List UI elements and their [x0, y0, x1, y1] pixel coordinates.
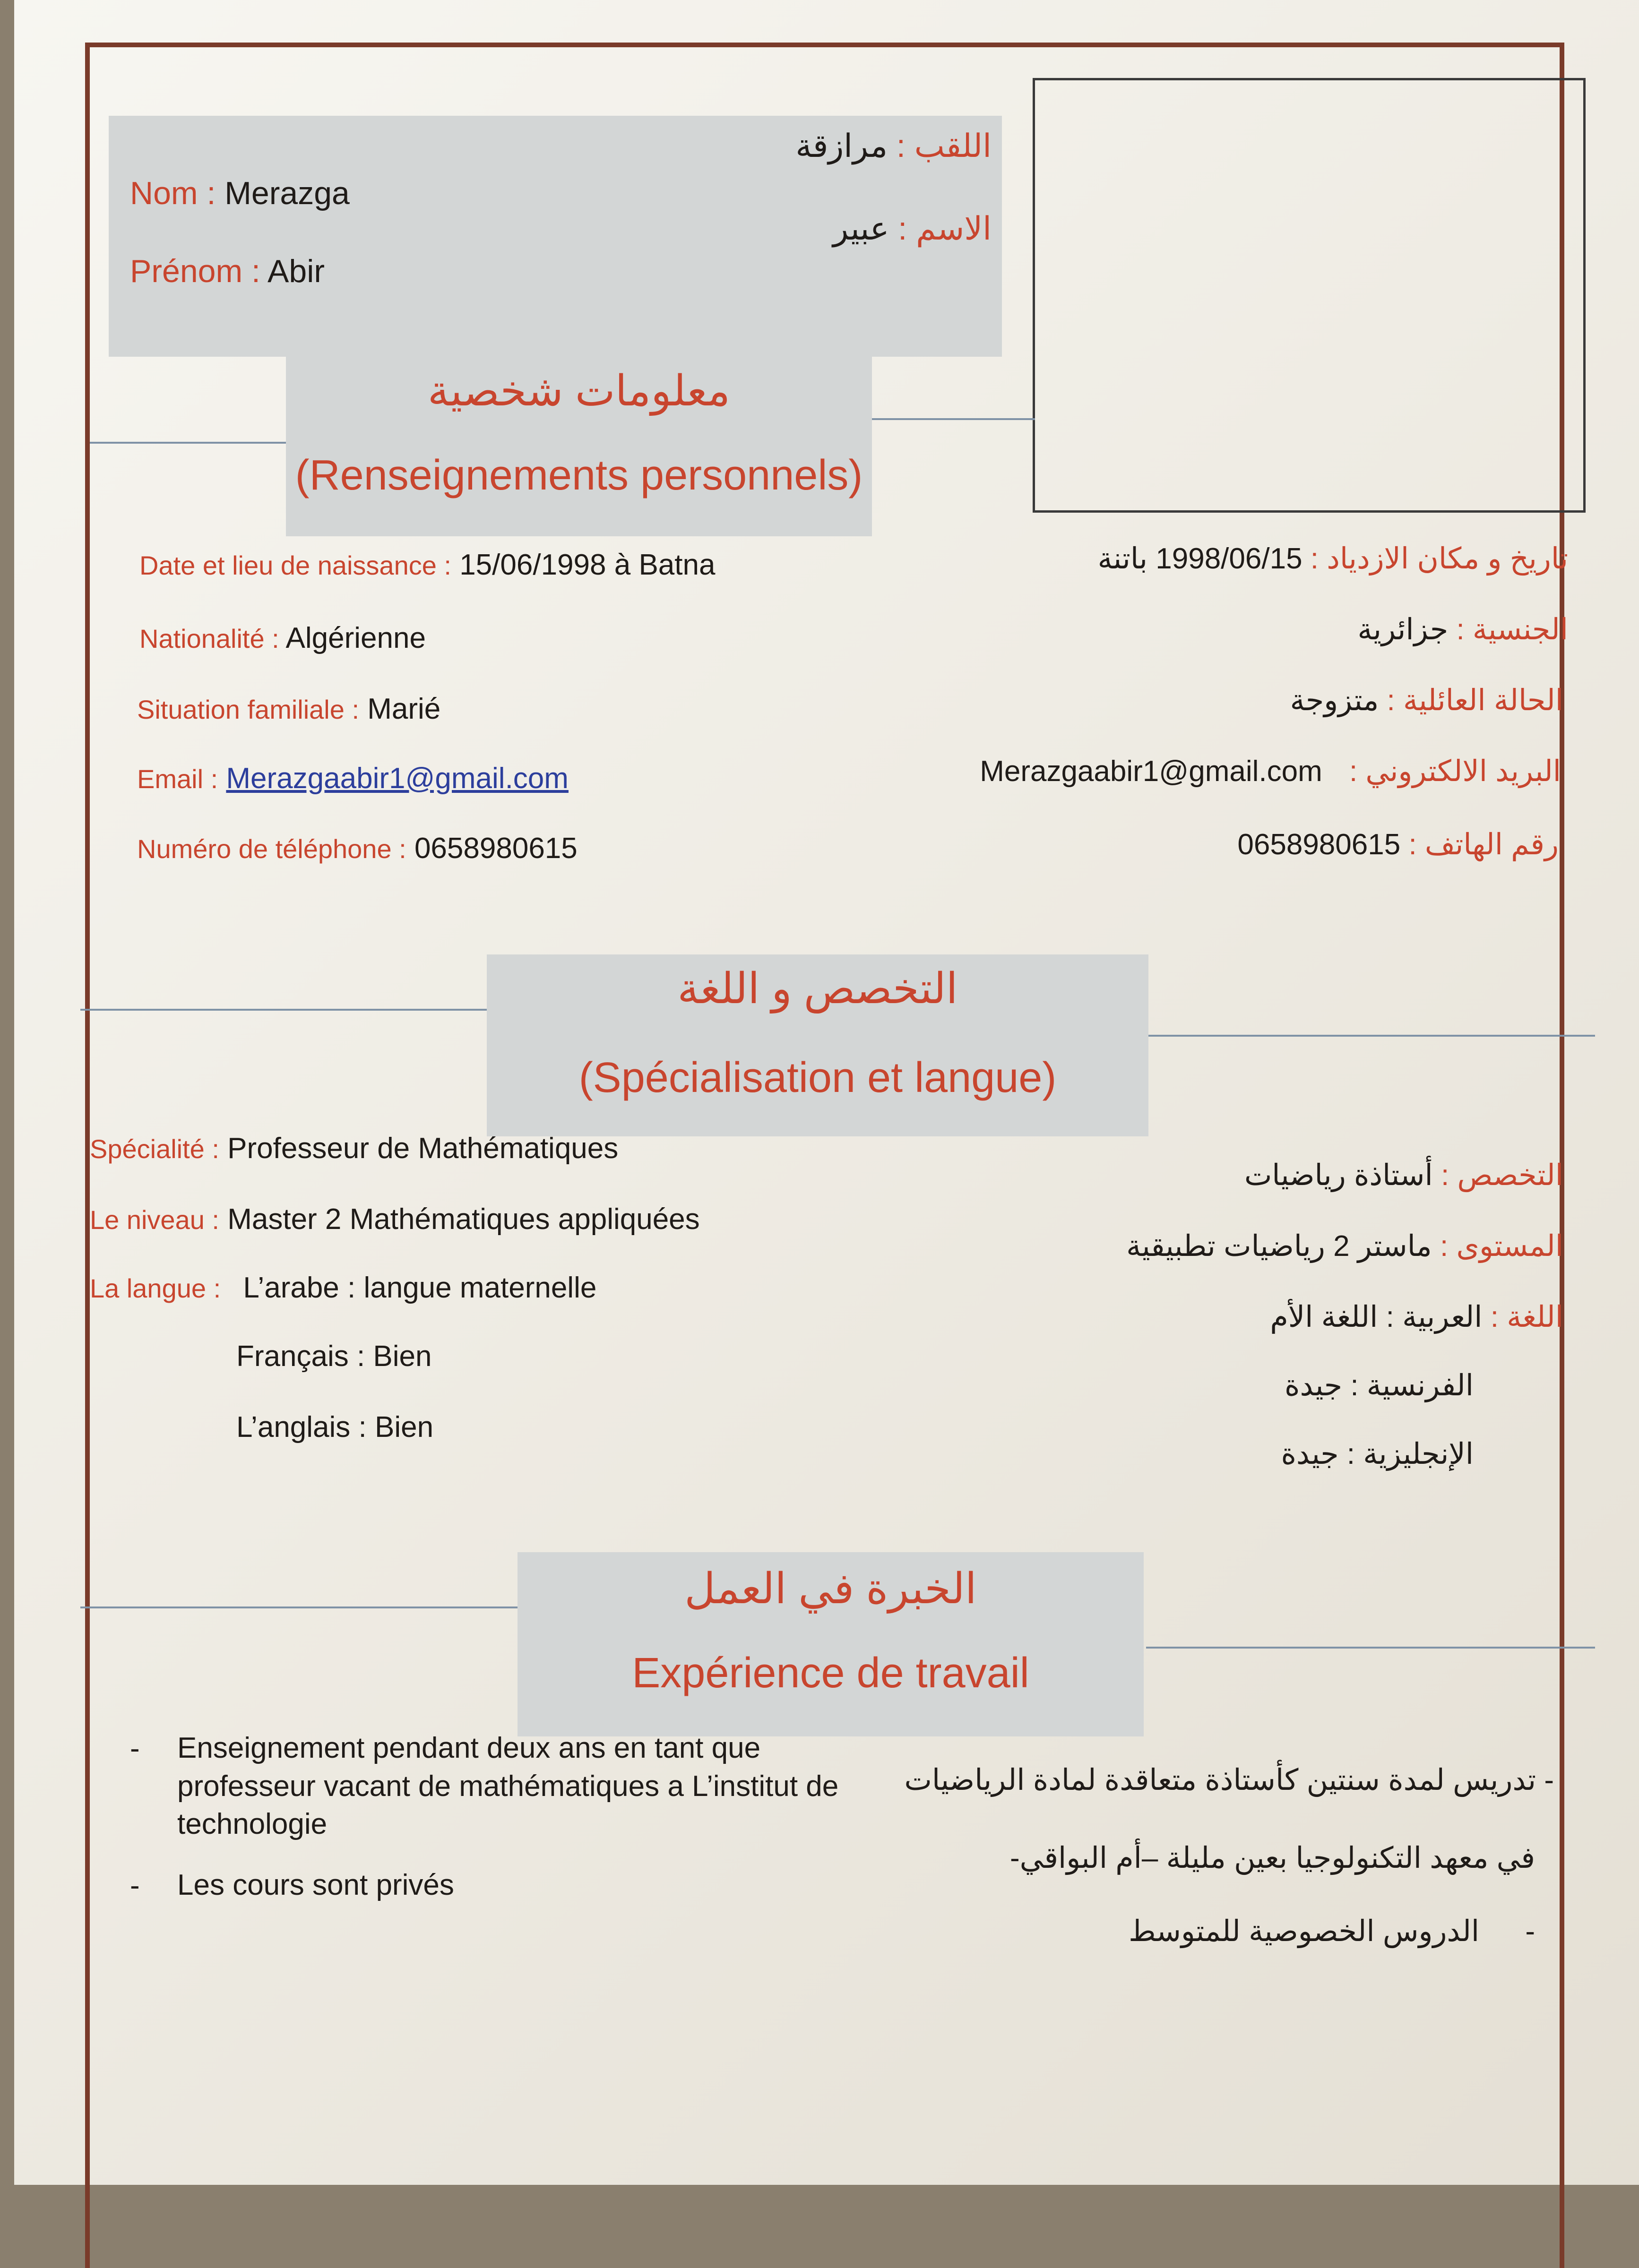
ar-birth-row — [1098, 541, 1568, 576]
fr-phone-value: 0658980615 — [414, 832, 578, 865]
personal-title-fr: (Renseignements personnels) — [295, 452, 863, 499]
ar-speciality-value: أستاذة رياضيات — [1244, 1159, 1433, 1192]
ar-phone-value: 0658980615 — [1237, 828, 1401, 861]
spec-rule-right — [1146, 1035, 1595, 1037]
cv-sheet — [14, 0, 1639, 2185]
ar-speciality-label: التخصص : — [1441, 1159, 1563, 1192]
ar-lang-french: الفرنسية : جيدة — [1285, 1369, 1474, 1402]
prenom-value: Abir — [267, 253, 325, 289]
spec-rule-left — [80, 1009, 506, 1011]
ar-nom-label: اللقب : — [896, 128, 992, 164]
ar-birth-label: تاريخ و مكان الازدياد : — [1310, 542, 1568, 575]
ar-nationality-row — [1357, 612, 1568, 646]
ar-speciality-row — [1244, 1158, 1563, 1192]
fr-birth-row — [139, 548, 715, 582]
ar-nationality-label: الجنسية : — [1456, 613, 1568, 646]
nom-label: Nom : — [130, 175, 216, 211]
ar-level-label: المستوى : — [1440, 1230, 1563, 1263]
fr-speciality-value: Professeur de Mathématiques — [227, 1132, 619, 1165]
fr-family-value: Marié — [367, 693, 441, 725]
fr-birth-label: Date et lieu de naissance : — [139, 550, 451, 580]
ar-exp-line-1: - تدريس لمدة سنتين كأستاذة متعاقدة لمادة الرياضيات — [904, 1764, 1554, 1796]
fr-phone-label: Numéro de téléphone : — [137, 834, 406, 864]
fr-family-label: Situation familiale : — [137, 695, 360, 724]
spec-title-fr: (Spécialisation et langue) — [578, 1054, 1057, 1101]
ar-phone-label: رقم الهاتف : — [1408, 828, 1559, 861]
ar-exp-bullet-3: - — [1525, 1915, 1535, 1948]
ar-prenom-line — [833, 210, 992, 248]
spec-title-box — [487, 954, 1148, 1136]
nom-line — [130, 175, 350, 212]
prenom-line — [130, 253, 325, 290]
ar-email-row — [980, 754, 1561, 788]
ar-prenom-label: الاسم : — [898, 211, 992, 247]
fr-birth-value: 15/06/1998 à Batna — [459, 549, 716, 581]
ar-family-row — [1290, 683, 1563, 717]
spec-title-ar: التخصص و اللغة — [677, 965, 958, 1013]
fr-level-value: Master 2 Mathématiques appliquées — [227, 1203, 700, 1236]
ar-family-value: متزوجة — [1290, 684, 1379, 717]
fr-speciality-row — [90, 1132, 618, 1165]
ar-prenom-value: عبير — [833, 211, 889, 247]
exp-rule-left — [80, 1606, 534, 1608]
ar-language-value: العربية : اللغة الأم — [1270, 1301, 1483, 1333]
ar-nationality-value: جزائرية — [1357, 613, 1449, 646]
personal-title-ar: معلومات شخصية — [427, 368, 731, 415]
ar-email-label: البريد الالكتروني : — [1349, 755, 1561, 788]
exp-rule-right — [1146, 1647, 1595, 1649]
fr-exp-bullet-2: - — [130, 1869, 140, 1902]
ar-level-value: ماستر 2 رياضيات تطبيقية — [1126, 1230, 1432, 1263]
fr-language-label: La langue : — [90, 1273, 221, 1303]
nom-value: Merazga — [224, 175, 350, 211]
fr-level-label: Le niveau : — [90, 1205, 219, 1235]
fr-language-row — [90, 1271, 596, 1305]
fr-phone-row — [137, 832, 578, 865]
ar-language-label: اللغة : — [1490, 1301, 1563, 1333]
fr-nationality-row — [139, 621, 426, 655]
ar-phone-row — [1237, 827, 1559, 861]
ar-level-row — [1126, 1228, 1563, 1263]
fr-exp-item-1: Enseignement pendant deux ans en tant que professeur vacant de mathématiques a L’institut de technologie — [177, 1732, 839, 1841]
ar-nom-value: مرازقة — [795, 128, 888, 164]
fr-level-row — [90, 1203, 700, 1236]
ar-lang-english: الإنجليزية : جيدة — [1281, 1438, 1474, 1470]
email-link[interactable]: Merazgaabir1@gmail.com — [226, 762, 569, 795]
fr-nationality-label: Nationalité : — [139, 624, 279, 653]
ar-email-value: Merazgaabir1@gmail.com — [980, 755, 1322, 788]
ar-nom-line — [795, 128, 992, 165]
fr-lang-french: Français : Bien — [236, 1340, 432, 1373]
fr-lang-english: L’anglais : Bien — [236, 1411, 434, 1443]
ar-language-row — [1270, 1299, 1563, 1334]
personal-title-box — [286, 343, 872, 536]
photo-placeholder — [1033, 78, 1586, 513]
prenom-label: Prénom : — [130, 253, 260, 289]
ar-exp-line-2: في معهد التكنولوجيا بعين مليلة –أم البواقي- — [1010, 1842, 1535, 1874]
ar-exp-line-3 — [1129, 1914, 1535, 1948]
fr-exp-item-2: Les cours sont privés — [177, 1869, 454, 1901]
fr-email-row — [137, 762, 569, 795]
fr-speciality-label: Spécialité : — [90, 1134, 219, 1164]
fr-family-row — [137, 692, 440, 726]
fr-email-label: Email : — [137, 764, 218, 794]
exp-title-fr: Expérience de travail — [632, 1649, 1029, 1697]
fr-exp-bullet-1: - — [130, 1732, 140, 1765]
exp-title-box — [518, 1552, 1144, 1736]
fr-language-value: L’arabe : langue maternelle — [243, 1271, 597, 1304]
personal-rule-right — [860, 418, 1035, 420]
ar-family-label: الحالة العائلية : — [1387, 684, 1563, 717]
exp-title-ar: الخبرة في العمل — [684, 1565, 977, 1613]
personal-rule-left — [90, 442, 298, 444]
ar-exp-line-3-text: الدروس الخصوصية للمتوسط — [1129, 1915, 1480, 1948]
fr-nationality-value: Algérienne — [285, 622, 426, 654]
ar-birth-value: 1998/06/15 باتنة — [1097, 542, 1303, 575]
